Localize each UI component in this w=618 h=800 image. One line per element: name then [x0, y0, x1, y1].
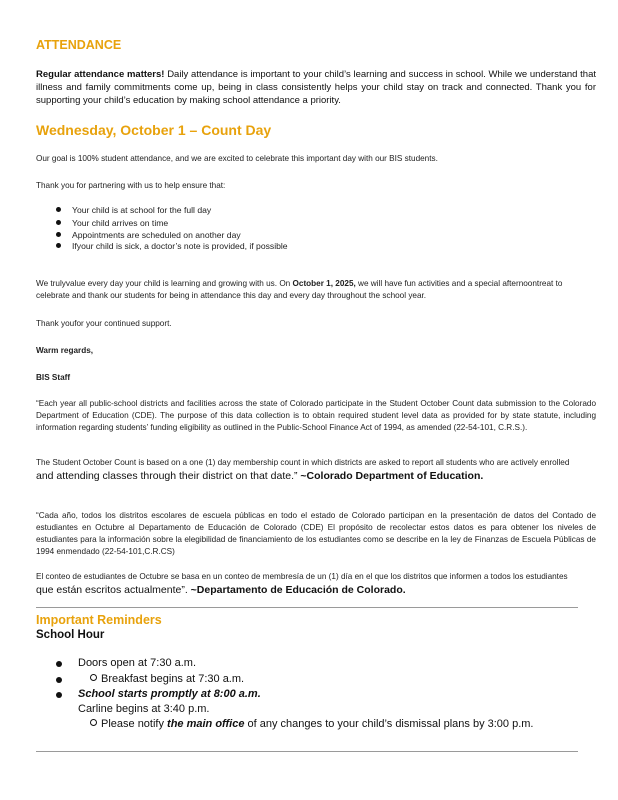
list-item: Your child arrives on time [56, 218, 456, 229]
attendance-heading: ATTENDANCE [36, 38, 122, 52]
signature: BIS Staff [36, 373, 71, 382]
doors-open: Doors open at 7:30 a.m. [78, 657, 197, 669]
celebration-paragraph: We trulyvalue every day your child is learning and growing with us. On October 1, 2025, we will have fun activities and a special afternoontreat to celebrate and thank our students for being in attendance this day and every day throughout the school year. [36, 279, 563, 300]
bullet-icon [56, 692, 62, 698]
bullet-icon [56, 677, 62, 683]
attendance-lead-text: Daily attendance is important to your child’s learning and success in school. While we understand that illness and family commitments come up, being in class consistently helps your child stay on track and connected. Thank you for supporting your child’s education by making school attendance a priority. [36, 69, 596, 106]
bullet-icon [56, 661, 62, 667]
quote-en-closing: and attending classes through their district on that date.” ~Colorado Department of Education. [36, 470, 484, 482]
quote-es-paragraph: “Cada año, todos los distritos escolares de escuela públicas en todo el estado de Colorado participan en la presentación de datos del Contado de estudiantes en Octubre al Departamento de Educación de Colorado (CDE) El propósito de recolectar estos datos es para obtener los niveles de estudiantes para la información sobre la elegibilidad de financiamiento de los estudiantes como se describe en la ley de Finanzas de Escuela Públicas de 1994 enmendado (22-54-101,C.R.CS) [36, 511, 596, 556]
carline-line: Carline begins at 3:40 p.m. [78, 703, 210, 715]
quote-en-count-line: The Student October Count is based on a one (1) day membership count in which districts are asked to report all students who are actively enrolled [36, 458, 570, 467]
bullet-icon [56, 220, 61, 225]
quote-es-closing: que están escritos actualmente”. ~Departamento de Educación de Colorado. [36, 584, 406, 596]
list-item: Your child is at school for the full day [56, 205, 456, 216]
goal-text: Our goal is 100% student attendance, and we are excited to celebrate this important day with our BIS students. [36, 154, 438, 163]
divider [36, 607, 578, 608]
thanks-intro: Thank you for partnering with us to help ensure that: [36, 181, 226, 190]
breakfast-line: Breakfast begins at 7:30 a.m. [90, 672, 244, 687]
quote-en-source: ~Colorado Department of Education. [297, 470, 484, 482]
quote-en-paragraph: “Each year all public-school districts and facilities across the state of Colorado participate in the Student October Count data submission to the Colorado Department of Education (CDE). The purpose of this data collection is to obtain required student level data as provided for by state statute, including information regarding students’ funding eligibility as outlined in the Public-School Finance Act of 1994, as amended (22-54-101, C.R.S.). [36, 399, 596, 432]
count-day-heading: Wednesday, October 1 – Count Day [36, 122, 272, 138]
circle-bullet-icon [90, 719, 97, 726]
list-item: Appointments are scheduled on another day [56, 230, 456, 241]
celebration-date: October 1, 2025, [292, 279, 356, 288]
circle-bullet-icon [90, 674, 97, 681]
bullet-icon [56, 232, 61, 237]
dismissal-notice: Please notify the main office of any changes to your child’s dismissal plans by 3:00 p.m. [90, 717, 534, 732]
reminders-heading: Important Reminders [36, 613, 162, 627]
main-office-emphasis: the main office [167, 718, 245, 730]
list-item: Ifyour child is sick, a doctor’s note is provided, if possible [56, 241, 456, 252]
bullet-icon [56, 207, 61, 212]
school-starts: School starts promptly at 8:00 a.m. [78, 688, 261, 700]
school-hour-subheading: School Hour [36, 629, 105, 641]
thank-support: Thank youfor your continued support. [36, 319, 172, 328]
attendance-lead-bold: Regular attendance matters! [36, 69, 165, 80]
regards: Warm regards, [36, 346, 94, 355]
quote-es-count-line: El conteo de estudiantes de Octubre se basa en un conteo de membresía de un (1) día en el que los distritos que informen a todos los estudiantes [36, 572, 568, 581]
attendance-paragraph [36, 68, 596, 107]
bullet-icon [56, 243, 61, 248]
divider [36, 751, 578, 752]
quote-es-source: ~Departamento de Educación de Colorado. [187, 584, 406, 596]
